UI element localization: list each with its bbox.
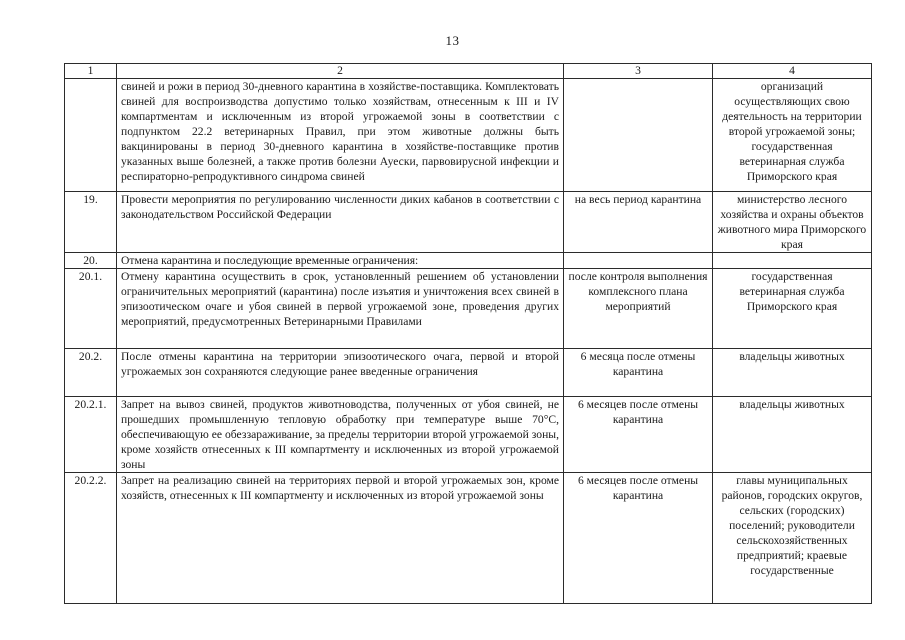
row-number: 20.2.2. bbox=[65, 473, 117, 604]
table-row bbox=[65, 473, 872, 604]
row-number bbox=[65, 79, 117, 192]
term-cell: 6 месяцев после отмены карантина bbox=[564, 473, 713, 604]
measure-text: Запрет на реализацию свиней на территориях первой и второй угрожаемых зон, кроме хозяйств, отнесенных к III компартменту и исключенных из второй угрожаемой зоны bbox=[117, 473, 564, 604]
header-col-4: 4 bbox=[713, 64, 872, 79]
row-number: 20.2. bbox=[65, 349, 117, 397]
table-row bbox=[65, 79, 872, 192]
header-col-2: 2 bbox=[117, 64, 564, 79]
row-number: 20.1. bbox=[65, 269, 117, 349]
responsible-cell bbox=[713, 253, 872, 269]
row-number: 19. bbox=[65, 192, 117, 253]
measures-table bbox=[64, 63, 872, 604]
table-row bbox=[65, 269, 872, 349]
table-row bbox=[65, 349, 872, 397]
measure-text: Отмену карантина осуществить в срок, установленный решением об установлении ограничительных мероприятий (карантина) после изъятия и уничтожения всех свиней в эпизоотическом очаге и убоя свиней в первой угрожаемой зоне, проведения других мероприятий, предусмотренных Ветеринарными Правилами bbox=[117, 269, 564, 349]
row-number: 20. bbox=[65, 253, 117, 269]
measure-text: свиней и рожи в период 30-дневного карантина в хозяйстве-поставщика. Комплектовать свиней для воспроизводства допустимо только хозяйствам, отнесенным к III и IV компартментам и исключенным из второй угрожаемой зоны в соответствии с подпунктом 22.2 ветеринарных Правил, при этом животные должны быть вакцинированы в период 30-дневного карантина в хозяйстве-поставщике против указанных выше болезней, а также против болезни Ауески, парвовирусной инфекции и респираторно-репродуктивного синдрома свиней bbox=[117, 79, 564, 192]
responsible-cell: владельцы животных bbox=[713, 349, 872, 397]
measure-text: После отмены карантина на территории эпизоотического очага, первой и второй угрожаемых зон сохраняются следующие ранее введенные ограничения bbox=[117, 349, 564, 397]
responsible-cell: организаций осуществляющих свою деятельность на территории второй угрожаемой зоны; государственная ветеринарная служба Приморского края bbox=[713, 79, 872, 192]
page-number: 13 bbox=[445, 33, 460, 48]
responsible-cell: государственная ветеринарная служба Приморского края bbox=[713, 269, 872, 349]
table-header-row bbox=[65, 64, 872, 79]
term-cell: 6 месяца после отмены карантина bbox=[564, 349, 713, 397]
responsible-cell: владельцы животных bbox=[713, 397, 872, 473]
header-col-1: 1 bbox=[65, 64, 117, 79]
term-cell bbox=[564, 253, 713, 269]
responsible-cell: министерство лесного хозяйства и охраны объектов животного мира Приморского края bbox=[713, 192, 872, 253]
section-title: Отмена карантина и последующие временные ограничения: bbox=[117, 253, 564, 269]
table-row bbox=[65, 397, 872, 473]
measure-text: Провести мероприятия по регулированию численности диких кабанов в соответствии с законодательством Российской Федерации bbox=[117, 192, 564, 253]
term-cell: после контроля выполнения комплексного плана мероприятий bbox=[564, 269, 713, 349]
row-number: 20.2.1. bbox=[65, 397, 117, 473]
term-cell: на весь период карантина bbox=[564, 192, 713, 253]
term-cell bbox=[564, 79, 713, 192]
term-cell: 6 месяцев после отмены карантина bbox=[564, 397, 713, 473]
measure-text: Запрет на вывоз свиней, продуктов животноводства, полученных от убоя свиней, не прошедших промышленную тепловую обработку при температуре выше 70°С, обеспечивающую ее обеззараживание, за пределы территории второй угрожаемой зоны, кроме хозяйств отнесенных к III компартменту и исключенных из второй угрожаемой зоны bbox=[117, 397, 564, 473]
table-row bbox=[65, 253, 872, 269]
header-col-3: 3 bbox=[564, 64, 713, 79]
table-row bbox=[65, 192, 872, 253]
responsible-cell: главы муниципальных районов, городских округов, сельских (городских) поселений; руководители сельскохозяйственных предприятий; краевые государственные bbox=[713, 473, 872, 604]
